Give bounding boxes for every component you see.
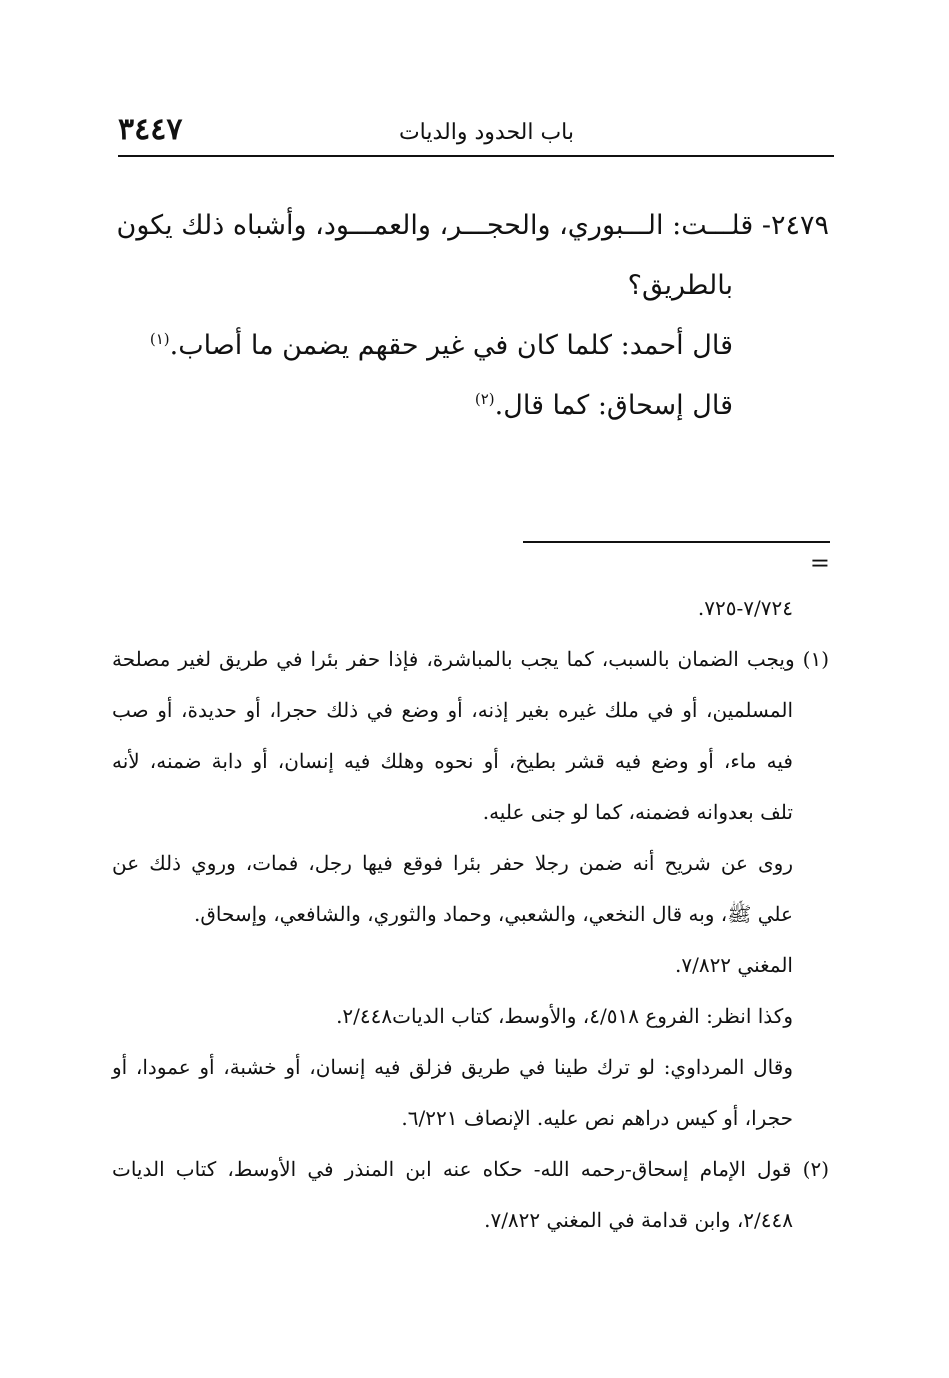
ishaq-answer-text: قال إسحاق: كما قال.	[494, 390, 733, 421]
footnote-1-line-9: وقال المرداوي: لو ترك طينا في طريق فزلق فيه إنسان، أو خشبة، أو عمودا، أو	[112, 1055, 793, 1079]
chapter-title: باب الحدود والديات	[398, 120, 574, 145]
footnote-2-line-1: (٢) قول الإمام إسحاق-رحمه الله- حكاه عنه ابن المنذر في الأوسط، كتاب الديات	[112, 1157, 829, 1181]
footnote-1-line-8: وكذا انظر: الفروع ٤/٥١٨، والأوسط، كتاب الديات٢/٤٤٨.	[336, 1004, 793, 1028]
continuation-mark: =	[809, 549, 830, 577]
page-number: ٣٤٤٧	[118, 112, 183, 147]
ahmad-answer	[118, 316, 829, 376]
footnote-1-line-1: (١) ويجب الضمان بالسبب، كما يجب بالمباشرة، فإذا حفر بئرا في طريق لغير مصلحة	[112, 647, 829, 671]
footnote-1-line-5: روى عن شريح أنه ضمن رجلا حفر بئرا فوقع فيها رجل، فمات، وروي ذلك عن	[112, 851, 793, 875]
question-line-2: بالطريق؟	[627, 270, 733, 301]
footnote-1-line-6: علي ﷺ، وبه قال النخعي، والشعبي، وحماد والثوري، والشافعي، وإسحاق.	[194, 902, 793, 926]
footnote-ref-2: (٢)	[474, 390, 495, 408]
footnote-1-line-7: المغني ٧/٨٢٢.	[674, 953, 793, 977]
ishaq-answer	[118, 376, 829, 436]
footnote-1-line-4: تلف بعدوانه فضمنه، كما لو جنى عليه.	[482, 800, 793, 824]
ahmad-answer-text: قال أحمد: كلما كان في غير حقهم يضمن ما أصاب.	[169, 330, 733, 361]
footnotes	[112, 583, 829, 1246]
footnote-1-line-10: حجرا، أو كيس دراهم نص عليه. الإنصاف ٦/٢٢١.	[401, 1106, 793, 1130]
footnote-1-line-2: المسلمين، أو في ملك غيره بغير إذنه، أو وضع في ذلك حجرا، أو حديدة، أو صب	[112, 698, 794, 722]
question-line-1: ٢٤٧٩- قلـــت: الـــبوري، والحجـــر، والعمـــود، وأشباه ذلك يكون	[116, 210, 829, 241]
footnote-ref-1: (١)	[149, 330, 170, 348]
footnote-1-line-3: فيه ماء، أو وضع فيه قشر بطيخ، أو نحوه وهلك فيه إنسان، أو دابة ضمنه، لأنه	[112, 749, 793, 773]
footnote-2-line-2: ٢/٤٤٨، وابن قدامة في المغني ٧/٨٢٢.	[484, 1208, 793, 1232]
header-divider	[118, 155, 834, 157]
main-text	[118, 196, 829, 436]
footnote-continuation: ٧/٧٢٤-٧٢٥.	[697, 596, 793, 620]
page-header	[118, 108, 834, 154]
footnote-divider	[523, 541, 830, 543]
